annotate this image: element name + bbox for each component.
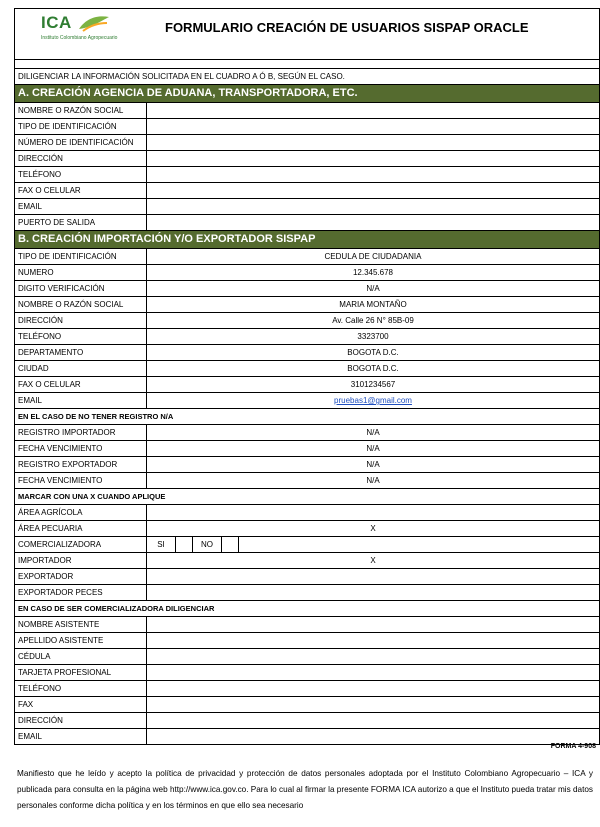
field-label: NUMERO <box>15 265 147 280</box>
field-value[interactable] <box>147 569 599 584</box>
field-value[interactable]: X <box>370 524 376 533</box>
form-row <box>15 313 599 329</box>
field-label: CIUDAD <box>15 361 147 376</box>
form-row <box>15 151 599 167</box>
form-row <box>15 505 599 521</box>
field-value[interactable] <box>147 135 599 150</box>
field-value[interactable] <box>147 151 599 166</box>
field-value[interactable]: N/A <box>366 444 380 453</box>
field-label: DEPARTAMENTO <box>15 345 147 360</box>
field-value[interactable] <box>147 215 599 230</box>
form-row <box>15 665 599 681</box>
form-row <box>15 135 599 151</box>
field-value[interactable] <box>147 617 599 632</box>
form-code: FORMA 4-908 <box>550 743 596 750</box>
field-label: EXPORTADOR <box>15 569 147 584</box>
field-value[interactable]: CEDULA DE CIUDADANIA <box>324 252 422 261</box>
si-label: SI <box>147 537 176 552</box>
form-row <box>15 681 599 697</box>
field-label: EMAIL <box>15 729 147 744</box>
field-value[interactable]: X <box>370 556 376 565</box>
form-row <box>15 249 599 265</box>
form-row <box>15 199 599 215</box>
form-row <box>15 297 599 313</box>
field-value[interactable] <box>147 199 599 214</box>
field-value[interactable] <box>147 167 599 182</box>
form-row <box>15 521 599 537</box>
field-label: APELLIDO ASISTENTE <box>15 633 147 648</box>
field-value[interactable]: N/A <box>366 284 380 293</box>
field-value[interactable] <box>147 633 599 648</box>
field-value[interactable]: MARIA MONTAÑO <box>339 300 407 309</box>
field-label: EMAIL <box>15 393 147 408</box>
field-label: FAX O CELULAR <box>15 183 147 198</box>
field-value[interactable] <box>147 713 599 728</box>
section-b-title: B. CREACIÓN IMPORTACIÓN Y/O EXPORTADOR SISPAP <box>15 231 599 249</box>
field-value[interactable]: N/A <box>366 460 380 469</box>
form-row <box>15 377 599 393</box>
field-value[interactable]: BOGOTA D.C. <box>347 364 399 373</box>
sispap-form <box>14 8 600 745</box>
field-label: DIGITO VERIFICACIÓN <box>15 281 147 296</box>
form-row <box>15 183 599 199</box>
instruction-text: DILIGENCIAR LA INFORMACIÓN SOLICITADA EN EL CUADRO A Ó B, SEGÚN EL CASO. <box>15 68 599 85</box>
field-value[interactable]: pruebas1@gmail.com <box>334 396 412 405</box>
field-value[interactable] <box>147 103 599 118</box>
form-row <box>15 457 599 473</box>
field-label: DIRECCIÓN <box>15 151 147 166</box>
field-label: FECHA VENCIMIENTO <box>15 441 147 456</box>
marcar-header: MARCAR CON UNA X CUANDO APLIQUE <box>15 489 599 505</box>
form-row <box>15 585 599 601</box>
form-row <box>15 633 599 649</box>
field-label: TIPO DE IDENTIFICACIÓN <box>15 119 147 134</box>
field-label: DIRECCIÓN <box>15 313 147 328</box>
leaf-icon <box>77 15 111 33</box>
form-row <box>15 265 599 281</box>
comercializadora-label: COMERCIALIZADORA <box>15 537 147 552</box>
field-label: NOMBRE ASISTENTE <box>15 617 147 632</box>
field-label: EMAIL <box>15 199 147 214</box>
field-label: CÉDULA <box>15 649 147 664</box>
field-value[interactable]: 12.345.678 <box>352 268 394 277</box>
field-label: NOMBRE O RAZÓN SOCIAL <box>15 103 147 118</box>
field-label: DIRECCIÓN <box>15 713 147 728</box>
field-label: TIPO DE IDENTIFICACIÓN <box>15 249 147 264</box>
field-label: IMPORTADOR <box>15 553 147 568</box>
field-value[interactable] <box>147 649 599 664</box>
field-value[interactable]: N/A <box>366 428 380 437</box>
field-value[interactable] <box>147 119 599 134</box>
field-label: TELÉFONO <box>15 681 147 696</box>
registro-rows <box>15 425 599 489</box>
field-label: FAX <box>15 697 147 712</box>
form-row <box>15 617 599 633</box>
logo-subtitle: Instituto Colombiano Agropecuario <box>41 35 118 41</box>
form-row <box>15 713 599 729</box>
field-value[interactable]: BOGOTA D.C. <box>347 348 399 357</box>
comercializadora-rows <box>15 617 599 745</box>
form-row <box>15 361 599 377</box>
marcar-rows-2 <box>15 553 599 601</box>
comercializadora-header: EN CASO DE SER COMERCIALIZADORA DILIGENCIAR <box>15 601 599 617</box>
field-label: PUERTO DE SALIDA <box>15 215 147 230</box>
field-value[interactable]: 3323700 <box>357 332 389 341</box>
field-label: EXPORTADOR PECES <box>15 585 147 600</box>
field-label: NOMBRE O RAZÓN SOCIAL <box>15 297 147 312</box>
section-b-rows <box>15 249 599 409</box>
registro-header: EN EL CASO DE NO TENER REGISTRO N/A <box>15 409 599 425</box>
field-label: NÚMERO DE IDENTIFICACIÓN <box>15 135 147 150</box>
field-label: REGISTRO EXPORTADOR <box>15 457 147 472</box>
form-row <box>15 569 599 585</box>
field-value[interactable] <box>147 729 599 744</box>
form-row <box>15 167 599 183</box>
ica-logo <box>41 13 131 53</box>
field-value[interactable] <box>147 505 599 520</box>
field-value[interactable]: Av. Calle 26 N° 85B-09 <box>332 316 414 325</box>
field-label: TELÉFONO <box>15 167 147 182</box>
form-row <box>15 425 599 441</box>
form-row <box>15 329 599 345</box>
field-label: REGISTRO IMPORTADOR <box>15 425 147 440</box>
field-value[interactable]: 3101234567 <box>350 380 396 389</box>
form-header <box>15 9 599 60</box>
field-value[interactable] <box>147 585 599 600</box>
no-checkbox[interactable] <box>222 537 239 552</box>
form-row <box>15 697 599 713</box>
field-label: ÁREA PECUARIA <box>15 521 147 536</box>
field-label: FECHA VENCIMIENTO <box>15 473 147 488</box>
field-label: TARJETA PROFESIONAL <box>15 665 147 680</box>
comercializadora-row <box>15 537 599 553</box>
form-row <box>15 553 599 569</box>
field-value[interactable] <box>147 697 599 712</box>
privacy-disclaimer: Manifiesto que he leído y acepto la política de privacidad y protección de datos personales adoptada por el Instituto Colombiano Agropecuario – ICA y publicada para consulta en la página web http://www.ica.gov.co. Para lo cual al firmar la presente FORMA ICA autorizo a que el Instituto pueda tratar mis datos personales conforme dicha política y en los términos en que ello sea necesario <box>17 769 594 810</box>
form-row <box>15 393 599 409</box>
form-row <box>15 119 599 135</box>
field-label: ÁREA AGRÍCOLA <box>15 505 147 520</box>
section-a-title: A. CREACIÓN AGENCIA DE ADUANA, TRANSPORTADORA, ETC. <box>15 85 599 103</box>
si-checkbox[interactable] <box>176 537 193 552</box>
form-row <box>15 281 599 297</box>
form-row <box>15 649 599 665</box>
form-row <box>15 215 599 231</box>
field-label: FAX O CELULAR <box>15 377 147 392</box>
field-value[interactable] <box>147 681 599 696</box>
marcar-rows <box>15 505 599 537</box>
form-row <box>15 103 599 119</box>
field-value[interactable]: N/A <box>366 476 380 485</box>
form-title: FORMULARIO CREACIÓN DE USUARIOS SISPAP ORACLE <box>165 20 529 35</box>
form-row <box>15 729 599 745</box>
field-value[interactable] <box>147 665 599 680</box>
no-label: NO <box>193 537 222 552</box>
form-row <box>15 441 599 457</box>
field-label: TELÉFONO <box>15 329 147 344</box>
form-row <box>15 345 599 361</box>
logo-text: ICA <box>41 13 72 32</box>
field-value[interactable] <box>147 183 599 198</box>
form-row <box>15 473 599 489</box>
section-a-rows <box>15 103 599 231</box>
